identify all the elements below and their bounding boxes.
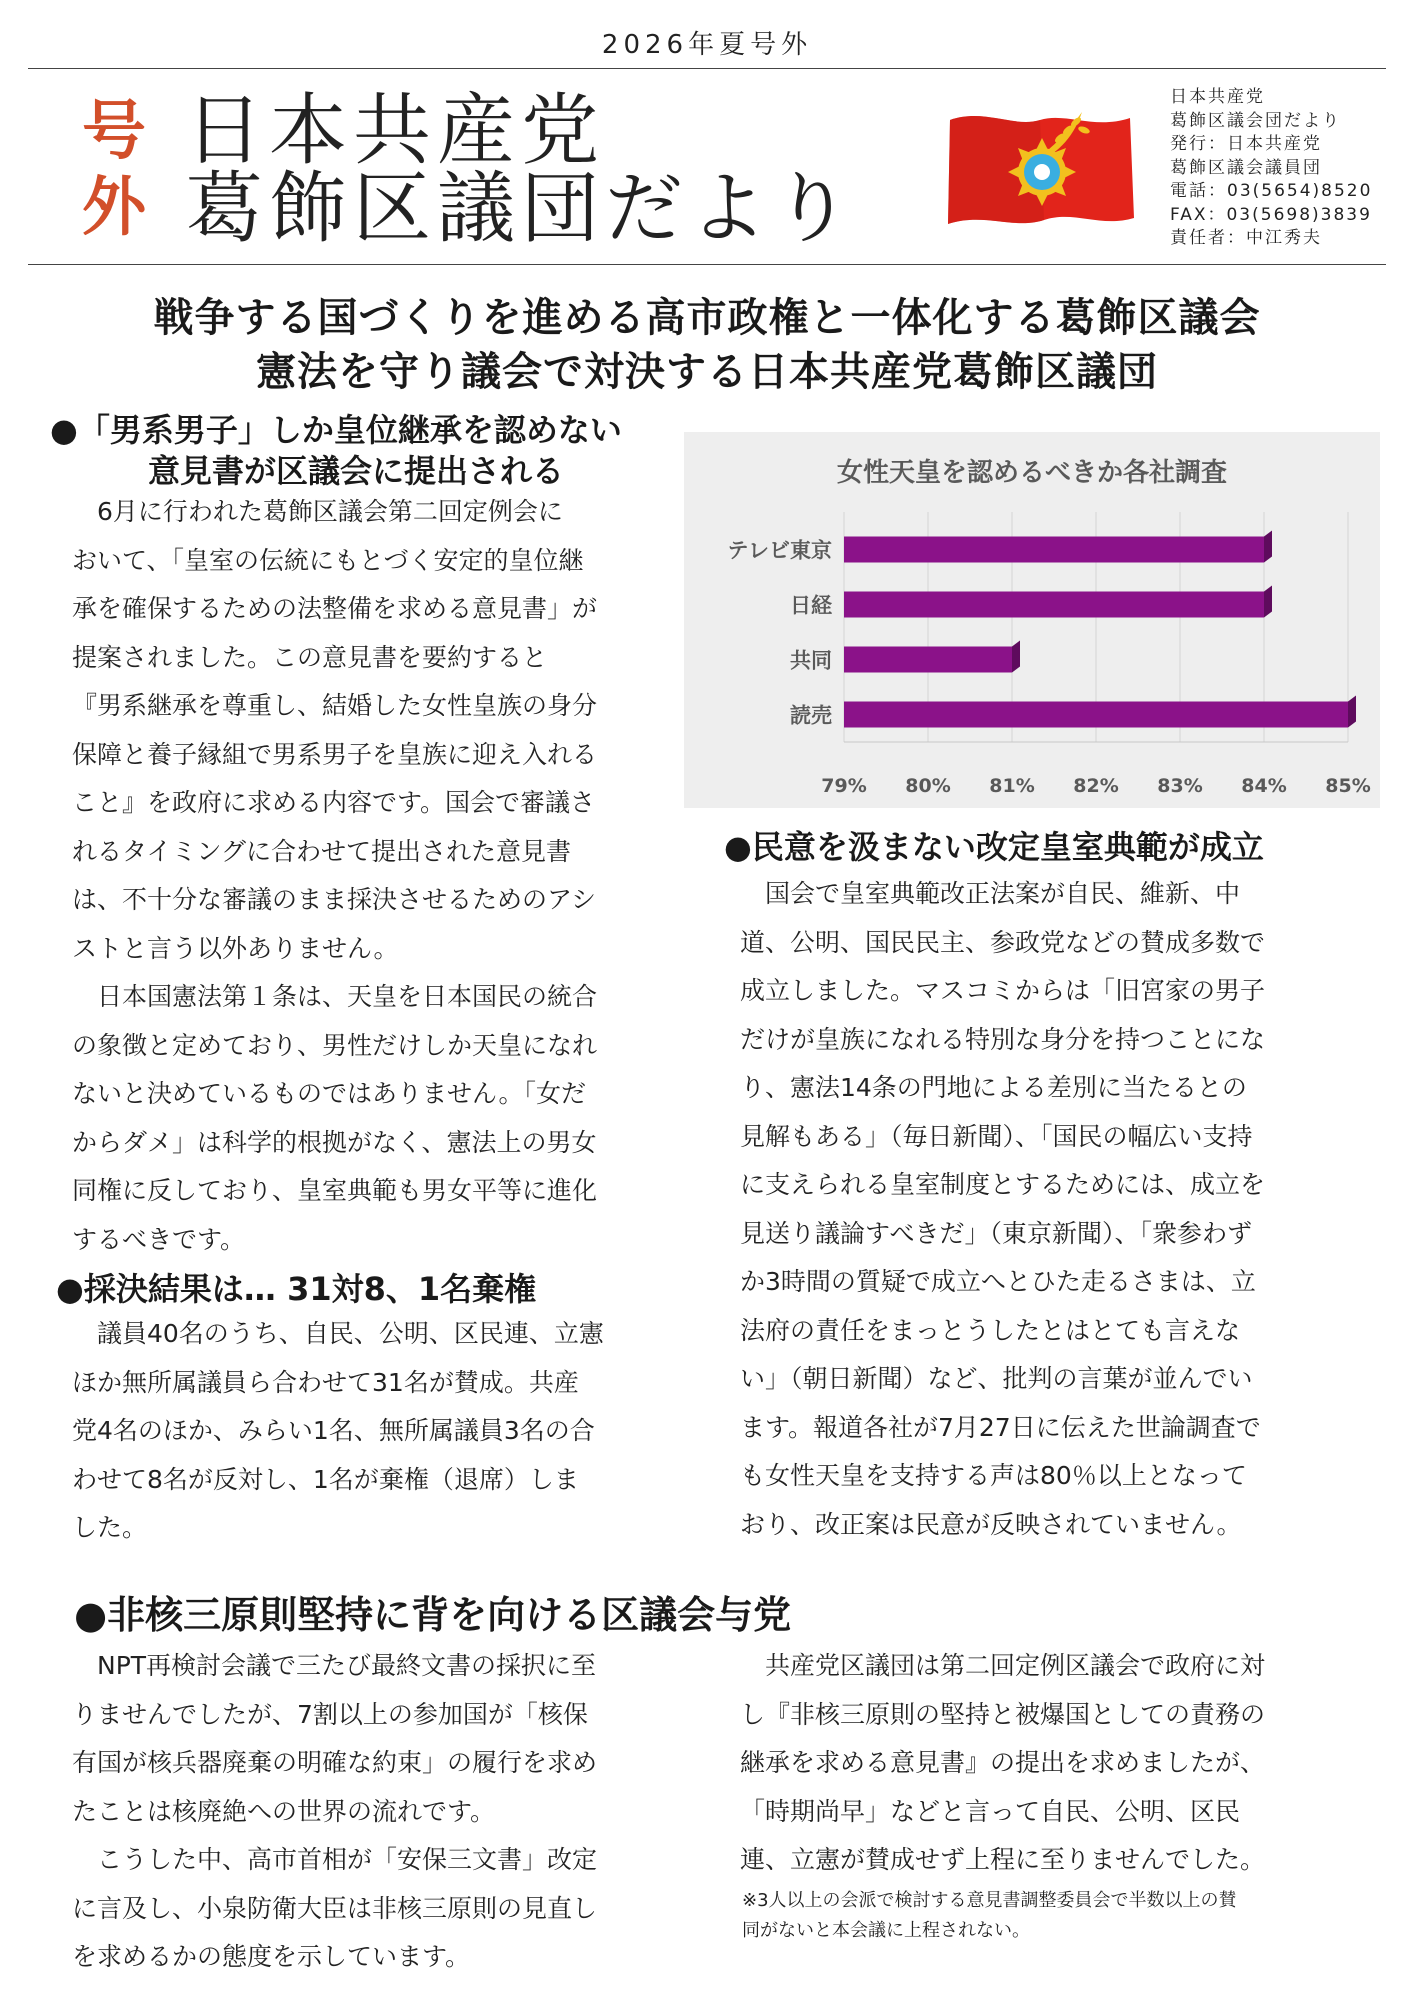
- text-line: に言及し、小泉防衛大臣は非核三原則の見直し: [72, 1893, 598, 1923]
- info-line: 葛飾区議会議員団: [1170, 157, 1322, 178]
- text-line: れるタイミングに合わせて提出された意見書: [72, 836, 572, 866]
- text-line: するべきです。: [72, 1224, 246, 1254]
- text-line: 成立しました。マスコミからは「旧宮家の男子: [740, 976, 1266, 1005]
- party-flag-logo: [944, 100, 1136, 240]
- main-headline-1: 戦争する国づくりを進める高市政権と一体化する葛飾区議会: [153, 295, 1261, 341]
- section-heading-succession-2: 意見書が区議会に提出される: [148, 452, 565, 490]
- text-line: ほか無所属議員ら合わせて31名が賛成。共産: [72, 1367, 579, 1397]
- main-headline-2: 憲法を守り議会で対決する日本共産党葛飾区議団: [256, 349, 1158, 395]
- bar: [844, 702, 1348, 728]
- footnote: [742, 1886, 1237, 1946]
- x-tick-label: 81%: [989, 775, 1035, 797]
- text-line: 党4名のほか、みらい1名、無所属議員3名の合: [72, 1416, 595, 1445]
- header-top-rule: [28, 68, 1386, 69]
- responsible-person-line: 責任者：中江秀夫: [1170, 228, 1322, 248]
- gougai-mark-1: 号: [82, 95, 146, 169]
- text-line: 日本国憲法第１条は、天皇を日本国民の統合: [72, 982, 598, 1011]
- category-label: 日経: [790, 593, 832, 618]
- text-line: 共産党区議団は第二回定例区議会で政府に対: [740, 1651, 1266, 1680]
- text-line: 有国が核兵器廃棄の明確な約束」の履行を求め: [72, 1748, 598, 1777]
- text-line: りませんでしたが、7割以上の参加国が「核保: [72, 1699, 588, 1729]
- text-line: ストと言う以外ありません。: [72, 933, 399, 963]
- category-label: 共同: [790, 648, 832, 673]
- survey-bar-chart: [684, 432, 1380, 808]
- text-line: に支えられる皇室制度とするためには、成立を: [740, 1170, 1266, 1199]
- text-line: こと』を政府に求める内容です。国会で審議さ: [72, 788, 596, 817]
- text-line: おり、改正案は民意が反映されていません。: [740, 1509, 1242, 1539]
- x-tick-label: 82%: [1073, 775, 1119, 797]
- text-line: 法府の責任をまっとうしたとはとても言えな: [740, 1315, 1241, 1345]
- phone-line: 電話：03(5654)8520: [1170, 181, 1373, 201]
- text-line: し『非核三原則の堅持と被爆国としての責務の: [740, 1699, 1266, 1729]
- chart-title: 女性天皇を認めるべきか各社調査: [836, 458, 1227, 488]
- section-heading-succession: ●「男系男子」しか皇位継承を認めない: [50, 411, 622, 449]
- text-line: だけが皇族になれる特別な身分を持つことにな: [740, 1024, 1266, 1054]
- text-line: 保障と養子縁組で男系男子を皇族に迎え入れる: [72, 739, 598, 769]
- section-body-non-nuclear-right: [740, 1642, 1265, 1885]
- text-line: を求めるかの態度を示しています。: [72, 1942, 471, 1971]
- text-line: 議員40名のうち、自民、公明、区民連、立憲: [72, 1319, 604, 1348]
- footnote-line: 同がないと本会議に上程されない。: [742, 1920, 1030, 1941]
- text-line: たことは核廃絶への世界の流れです。: [72, 1796, 496, 1826]
- issue-label: 2026年夏号外: [601, 30, 813, 60]
- header-bottom-rule: [28, 264, 1386, 265]
- x-tick-label: 79%: [821, 775, 867, 797]
- x-tick-label: 83%: [1157, 775, 1203, 797]
- section-body-succession: [72, 488, 597, 1264]
- text-line: からダメ」は科学的根拠がなく、憲法上の男女: [72, 1127, 597, 1157]
- info-line: 発行：日本共産党: [1170, 134, 1322, 154]
- section-body-imperial-law: [740, 870, 1265, 1549]
- text-line: おいて、「皇室の伝統にもとづく安定的皇位継: [72, 545, 584, 575]
- footnote-line: ※3人以上の会派で検討する意見書調整委員会で半数以上の賛: [742, 1890, 1237, 1911]
- bar: [844, 537, 1264, 563]
- section-heading-non-nuclear: ●非核三原則堅持に背を向ける区議会与党: [74, 1593, 792, 1637]
- text-line: ないと決めているものではありません。「女だ: [72, 1079, 587, 1108]
- text-line: 「時期尚早」などと言って自民、公明、区民: [740, 1796, 1241, 1826]
- section-heading-imperial-law: ●民意を汲まない改定皇室典範が成立: [724, 828, 1264, 866]
- text-line: り、憲法14条の門地による差別に当たるとの: [740, 1073, 1247, 1102]
- text-line: ます。報道各社が7月27日に伝えた世論調査で: [740, 1412, 1261, 1442]
- info-line: 日本共産党: [1170, 87, 1265, 107]
- text-line: わせて8名が反対し、1名が棄権（退席）しま: [72, 1464, 579, 1494]
- text-line: か3時間の質疑で成立へとひた走るさまは、立: [740, 1267, 1256, 1296]
- x-tick-label: 80%: [905, 775, 951, 797]
- text-line: した。: [72, 1513, 148, 1542]
- text-line: の象徴と定めており、男性だけしか天皇になれ: [72, 1030, 598, 1060]
- x-tick-label: 85%: [1325, 775, 1371, 797]
- text-line: 連、立憲が賛成せず上程に至りませんでした。: [740, 1845, 1266, 1874]
- gougai-mark-2: 外: [82, 171, 146, 245]
- section-body-non-nuclear-left: [72, 1642, 597, 1982]
- publisher-info: [1170, 86, 1372, 251]
- section-body-vote-result: [72, 1310, 604, 1553]
- section-heading-vote-result: ●採決結果は… 31対8、1名棄権: [56, 1270, 537, 1308]
- text-line: 見解もある」（毎日新聞）、「国民の幅広い支持: [740, 1121, 1253, 1151]
- text-line: 見送り議論すべきだ」（東京新聞）、「衆参わず: [740, 1218, 1253, 1248]
- text-line: い」（朝日新聞）など、批判の言葉が並んでい: [740, 1364, 1253, 1393]
- fax-line: FAX：03(5698)3839: [1170, 204, 1372, 225]
- text-line: 6月に行われた葛飾区議会第二回定例会に: [72, 497, 563, 526]
- text-line: 国会で皇室典範改正法案が自民、維新、中: [740, 879, 1241, 908]
- bar: [844, 592, 1264, 618]
- text-line: も女性天皇を支持する声は80％以上となって: [740, 1461, 1247, 1490]
- category-label: 読売: [790, 703, 832, 728]
- text-line: は、不十分な審議のまま採決させるためのアシ: [72, 885, 597, 914]
- text-line: 提案されました。この意見書を要約すると: [72, 642, 548, 672]
- text-line: 道、公明、国民民主、参政党などの賛成多数で: [740, 927, 1266, 957]
- text-line: こうした中、高市首相が「安保三文書」改定: [72, 1845, 598, 1874]
- newsletter-title-line-2: 葛飾区議団だより: [185, 164, 858, 254]
- x-tick-label: 84%: [1241, 775, 1287, 797]
- newsletter-title-line-1: 日本共産党: [185, 86, 606, 176]
- text-line: 『男系継承を尊重し、結婚した女性皇族の身分: [72, 691, 598, 720]
- text-line: NPT再検討会議で三たび最終文書の採択に至: [72, 1651, 597, 1680]
- category-label: テレビ東京: [727, 538, 832, 563]
- bar: [844, 647, 1012, 673]
- info-line: 葛飾区議会団だより: [1170, 110, 1341, 131]
- text-line: 継承を求める意見書』の提出を求めましたが、: [740, 1748, 1266, 1777]
- text-line: 同権に反しており、皇室典範も男女平等に進化: [72, 1176, 598, 1205]
- text-line: 承を確保するための法整備を求める意見書」が: [72, 594, 598, 623]
